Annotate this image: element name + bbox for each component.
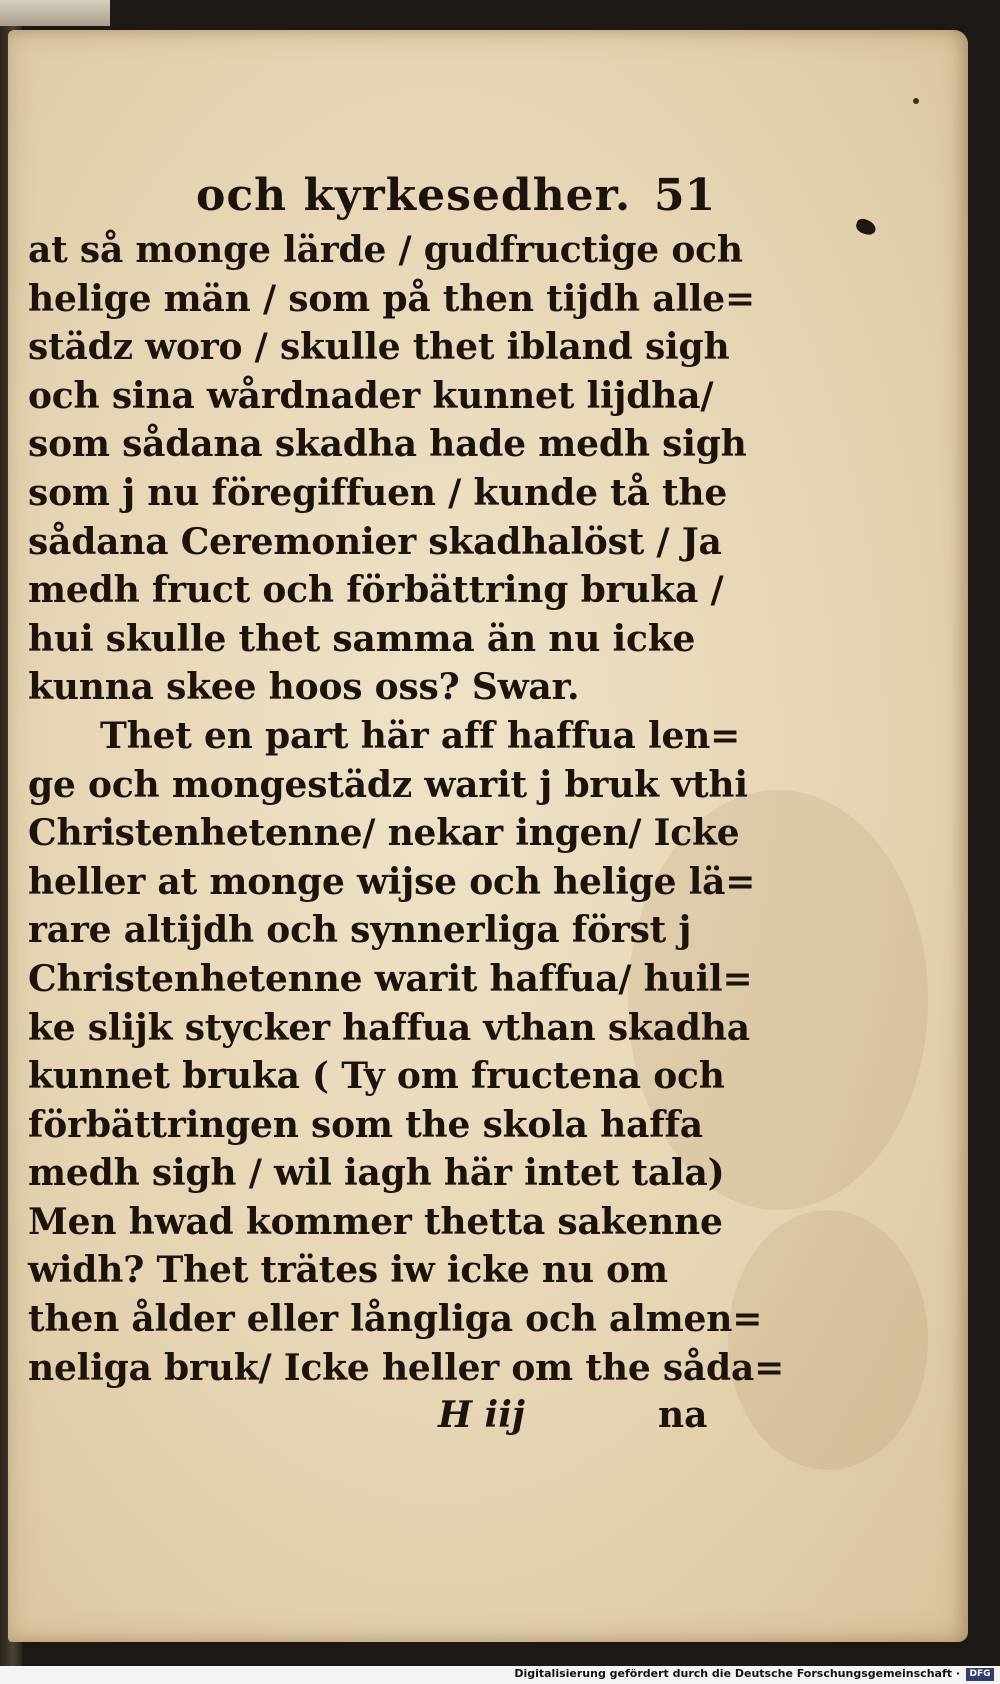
text-line: medh sigh / wil iagh här intet tala) bbox=[28, 1152, 725, 1195]
text-line: neliga bruk/ Icke heller om the såda= bbox=[28, 1346, 785, 1389]
text-line: Thet en part här aff haffua len= bbox=[100, 714, 741, 757]
paragraph-2 bbox=[28, 712, 785, 1392]
signature-mark: H iij bbox=[438, 1394, 525, 1437]
page-footer bbox=[28, 1394, 708, 1444]
text-line: rare altijdh och synnerliga först j bbox=[28, 909, 692, 952]
text-line: Men hwad kommer thetta sakenne bbox=[28, 1200, 723, 1243]
text-line: som j nu föregiffuen / kunde tå the bbox=[28, 471, 728, 514]
text-line: sådana Ceremonier skadhalöst / Ja bbox=[28, 520, 722, 563]
text-line: kunnet bruka ( Ty om fructena och bbox=[28, 1055, 725, 1098]
text-line: widh? Thet trätes iw icke nu om bbox=[28, 1249, 668, 1292]
text-line: helige män / som på then tijdh alle= bbox=[28, 277, 755, 320]
text-line: at så monge lärde / gudfructige och bbox=[28, 229, 743, 271]
text-line: förbättringen som the skola haffa bbox=[28, 1103, 703, 1146]
text-line: och sina wårdnader kunnet lijdha/ bbox=[28, 374, 714, 417]
text-line: ke slijk stycker haffua vthan skadha bbox=[28, 1006, 750, 1049]
text-line: kunna skee hoos oss? Swar. bbox=[28, 666, 580, 709]
binding-ribbon bbox=[0, 0, 110, 26]
paragraph-1 bbox=[28, 226, 755, 712]
running-head: och kyrkesedher. bbox=[196, 170, 632, 221]
text-line: medh fruct och förbättring bruka / bbox=[28, 569, 724, 612]
catchword: na bbox=[658, 1394, 708, 1437]
text-line: then ålder eller långliga och almen= bbox=[28, 1298, 763, 1341]
text-line: Christenhetenne/ nekar ingen/ Icke bbox=[28, 812, 740, 855]
dfg-logo: DFG bbox=[966, 1668, 994, 1681]
text-line: heller at monge wijse och helige lä= bbox=[28, 860, 756, 903]
text-line: ge och mongestädz warit j bruk vthi bbox=[28, 763, 748, 806]
text-line: städz woro / skulle thet ibland sigh bbox=[28, 326, 730, 369]
text-line: Christenhetenne warit haffua/ huil= bbox=[28, 957, 753, 1000]
book-page bbox=[8, 30, 968, 1642]
digitization-credit: Digitalisierung gefördert durch die Deutsche Forschungsgemeinschaft · bbox=[514, 1667, 960, 1680]
text-block bbox=[28, 170, 785, 1444]
text-line: hui skulle thet samma än nu icke bbox=[28, 617, 696, 660]
paper-stain bbox=[728, 1210, 928, 1470]
corner-mark bbox=[913, 98, 919, 104]
ink-blot bbox=[854, 217, 878, 237]
page-header bbox=[28, 170, 716, 226]
page-number: 51 bbox=[654, 170, 716, 221]
text-line: som sådana skadha hade medh sigh bbox=[28, 423, 747, 466]
